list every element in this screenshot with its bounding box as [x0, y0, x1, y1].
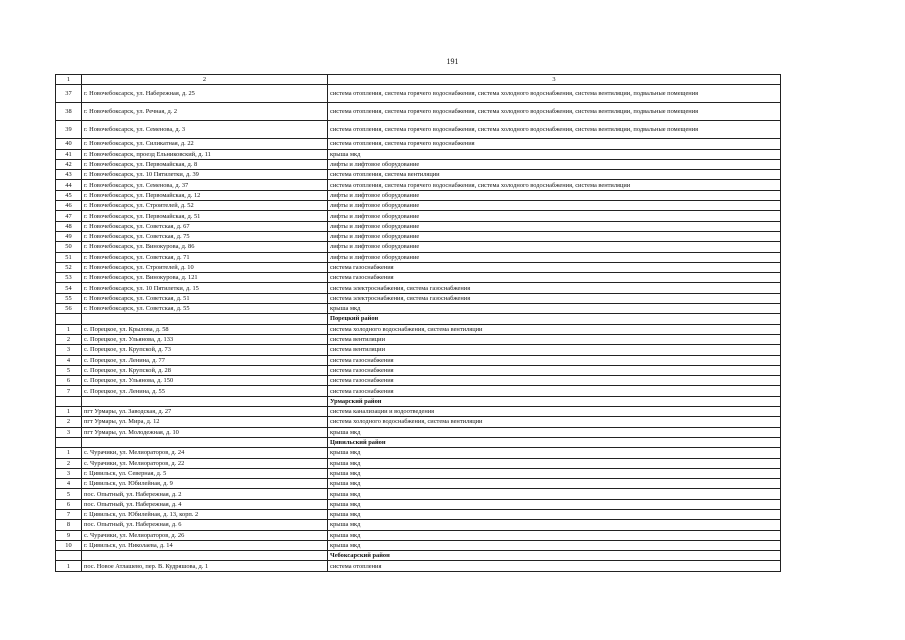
row-number: 8	[56, 520, 82, 530]
row-works: система отопления	[328, 561, 781, 571]
row-address: г. Новочебоксарск, ул. Советская, д. 75	[82, 231, 328, 241]
row-address: г. Новочебоксарск, ул. Советская, д. 55	[82, 304, 328, 314]
row-number: 6	[56, 376, 82, 386]
row-works: крыша мкд	[328, 530, 781, 540]
table-row	[56, 170, 781, 180]
row-works: лифты и лифтовое оборудование	[328, 221, 781, 231]
row-number: 6	[56, 499, 82, 509]
row-number: 42	[56, 159, 82, 169]
row-address: г. Новочебоксарск, проезд Ельниковский, д. 11	[82, 149, 328, 159]
table-row	[56, 252, 781, 262]
table-row	[56, 468, 781, 478]
row-number: 43	[56, 170, 82, 180]
row-address: г. Цивильск, ул. Николаева, д. 14	[82, 540, 328, 550]
row-works: система газоснабжения	[328, 365, 781, 375]
row-works: крыша мкд	[328, 520, 781, 530]
row-works: крыша мкд	[328, 304, 781, 314]
row-works: крыша мкд	[328, 540, 781, 550]
district-header-row	[56, 396, 781, 406]
district-title: Чебоксарский район	[328, 551, 781, 561]
registry-table	[55, 74, 781, 572]
district-title: Цивильский район	[328, 437, 781, 447]
row-address: г. Новочебоксарск, ул. Советская, д. 51	[82, 293, 328, 303]
row-works: система отопления, система горячего водоснабжения, система холодного водоснабжения, система вентиляции	[328, 180, 781, 190]
district-spacer	[56, 314, 82, 324]
district-spacer	[82, 314, 328, 324]
row-address: г. Новочебоксарск, ул. Советская, д. 67	[82, 221, 328, 231]
row-address: пос. Опытный, ул. Набережная, д. 6	[82, 520, 328, 530]
row-number: 52	[56, 262, 82, 272]
row-works: крыша мкд	[328, 468, 781, 478]
table-row	[56, 121, 781, 139]
row-address: с. Чурачики, ул. Мелиораторов, д. 24	[82, 448, 328, 458]
row-address: с. Порецкое, ул. Ленина, д. 77	[82, 355, 328, 365]
row-works: система отопления, система горячего водоснабжения	[328, 139, 781, 149]
row-works: крыша мкд	[328, 479, 781, 489]
table-row	[56, 345, 781, 355]
table-row	[56, 540, 781, 550]
row-works: лифты и лифтовое оборудование	[328, 159, 781, 169]
row-works: система газоснабжения	[328, 376, 781, 386]
table-row	[56, 159, 781, 169]
row-address: г. Новочебоксарск, ул. Первомайская, д. 8	[82, 159, 328, 169]
district-spacer	[56, 396, 82, 406]
row-number: 37	[56, 85, 82, 103]
table-row	[56, 376, 781, 386]
row-address: с. Порецкое, ул. Крупской, д. 28	[82, 365, 328, 375]
row-number: 1	[56, 561, 82, 571]
row-address: г. Новочебоксарск, ул. Речная, д. 2	[82, 103, 328, 121]
table-row	[56, 139, 781, 149]
row-address: г. Цивильск, ул. Юбилейная, д. 13, корп. 2	[82, 509, 328, 519]
row-works: система газоснабжения	[328, 273, 781, 283]
registry-table-body	[56, 75, 781, 572]
table-row	[56, 293, 781, 303]
row-address: с. Чурачики, ул. Мелиораторов, д. 22	[82, 458, 328, 468]
row-number: 51	[56, 252, 82, 262]
table-row	[56, 355, 781, 365]
row-address: пос. Опытный, ул. Набережная, д. 2	[82, 489, 328, 499]
row-number: 1	[56, 407, 82, 417]
table-row	[56, 103, 781, 121]
table-row	[56, 324, 781, 334]
row-address: пос. Опытный, ул. Набережная, д. 4	[82, 499, 328, 509]
row-address: г. Новочебоксарск, ул. Набережная, д. 25	[82, 85, 328, 103]
row-works: лифты и лифтовое оборудование	[328, 211, 781, 221]
row-works: лифты и лифтовое оборудование	[328, 190, 781, 200]
table-row	[56, 448, 781, 458]
district-title: Порецкий район	[328, 314, 781, 324]
row-number: 2	[56, 458, 82, 468]
table-row	[56, 149, 781, 159]
row-works: система электроснабжения, система газоснабжения	[328, 293, 781, 303]
district-header-row	[56, 437, 781, 447]
row-address: с. Порецкое, ул. Ленина, д. 55	[82, 386, 328, 396]
row-works: система газоснабжения	[328, 355, 781, 365]
row-number: 3	[56, 468, 82, 478]
table-row	[56, 386, 781, 396]
table-row	[56, 479, 781, 489]
table-row	[56, 231, 781, 241]
row-address: пгт Урмары, ул. Мира, д. 12	[82, 417, 328, 427]
row-number: 1	[56, 448, 82, 458]
row-address: с. Порецкое, ул. Ульянова, д. 150	[82, 376, 328, 386]
row-address: г. Новочебоксарск, ул. 10 Пятилетки, д. 39	[82, 170, 328, 180]
row-works: крыша мкд	[328, 448, 781, 458]
row-address: с. Порецкое, ул. Ульянова, д. 133	[82, 334, 328, 344]
row-works: система холодного водоснабжения, система вентиляции	[328, 417, 781, 427]
row-address: г. Новочебоксарск, ул. Первомайская, д. 51	[82, 211, 328, 221]
row-number: 50	[56, 242, 82, 252]
row-works: крыша мкд	[328, 499, 781, 509]
table-row	[56, 180, 781, 190]
table-row	[56, 417, 781, 427]
row-number: 49	[56, 231, 82, 241]
table-row	[56, 190, 781, 200]
row-address: пгт Урмары, ул. Заводская, д. 27	[82, 407, 328, 417]
row-works: система вентиляции	[328, 345, 781, 355]
row-number: 39	[56, 121, 82, 139]
table-row	[56, 530, 781, 540]
table-row	[56, 489, 781, 499]
row-number: 9	[56, 530, 82, 540]
row-address: г. Новочебоксарск, ул. Семенова, д. 37	[82, 180, 328, 190]
row-number: 10	[56, 540, 82, 550]
row-number: 54	[56, 283, 82, 293]
table-row	[56, 262, 781, 272]
row-number: 2	[56, 334, 82, 344]
row-number: 41	[56, 149, 82, 159]
row-works: крыша мкд	[328, 489, 781, 499]
row-number: 5	[56, 365, 82, 375]
table-row	[56, 407, 781, 417]
row-number: 44	[56, 180, 82, 190]
row-works: система холодного водоснабжения, система вентиляции	[328, 324, 781, 334]
table-row	[56, 365, 781, 375]
row-works: система газоснабжения	[328, 386, 781, 396]
row-address: с. Порецкое, ул. Крылова, д. 58	[82, 324, 328, 334]
district-spacer	[82, 551, 328, 561]
row-number: 1	[56, 324, 82, 334]
column-header-number: 1	[56, 75, 82, 85]
table-row	[56, 561, 781, 571]
row-works: лифты и лифтовое оборудование	[328, 242, 781, 252]
row-number: 7	[56, 509, 82, 519]
row-address: пос. Новое Атлашево, пер. В. Кудряшова, д. 1	[82, 561, 328, 571]
table-row	[56, 201, 781, 211]
table-row	[56, 242, 781, 252]
row-number: 4	[56, 355, 82, 365]
table-row	[56, 273, 781, 283]
row-address: г. Новочебоксарск, ул. Советская, д. 71	[82, 252, 328, 262]
row-number: 53	[56, 273, 82, 283]
table-row	[56, 334, 781, 344]
row-works: система отопления, система вентиляции	[328, 170, 781, 180]
row-works: крыша мкд	[328, 458, 781, 468]
row-address: пгт Урмары, ул. Молодежная, д. 10	[82, 427, 328, 437]
row-number: 7	[56, 386, 82, 396]
district-header-row	[56, 314, 781, 324]
district-spacer	[56, 437, 82, 447]
table-row	[56, 520, 781, 530]
row-number: 45	[56, 190, 82, 200]
row-address: г. Новочебоксарск, ул. Винокурова, д. 121	[82, 273, 328, 283]
row-works: лифты и лифтовое оборудование	[328, 231, 781, 241]
district-spacer	[56, 551, 82, 561]
row-address: г. Новочебоксарск, ул. 10 Пятилетки, д. 15	[82, 283, 328, 293]
row-works: крыша мкд	[328, 427, 781, 437]
row-number: 47	[56, 211, 82, 221]
district-spacer	[82, 396, 328, 406]
row-number: 3	[56, 345, 82, 355]
row-address: с. Порецкое, ул. Крупской, д. 73	[82, 345, 328, 355]
row-number: 48	[56, 221, 82, 231]
table-row	[56, 211, 781, 221]
district-title: Урмарский район	[328, 396, 781, 406]
table-row	[56, 221, 781, 231]
table-row	[56, 85, 781, 103]
row-number: 55	[56, 293, 82, 303]
row-address: г. Цивильск, ул. Северная, д. 5	[82, 468, 328, 478]
row-address: г. Новочебоксарск, ул. Строителей, д. 10	[82, 262, 328, 272]
page-number: 191	[446, 57, 459, 66]
row-works: крыша мкд	[328, 509, 781, 519]
column-header-works: 3	[328, 75, 781, 85]
row-works: система отопления, система горячего водоснабжения, система холодного водоснабжения, система вентиляции, подвальные помещения	[328, 121, 781, 139]
row-works: система электроснабжения, система газоснабжения	[328, 283, 781, 293]
district-spacer	[82, 437, 328, 447]
column-header-address: 2	[82, 75, 328, 85]
row-works: лифты и лифтовое оборудование	[328, 252, 781, 262]
row-number: 3	[56, 427, 82, 437]
row-works: крыша мкд	[328, 149, 781, 159]
row-works: система вентиляции	[328, 334, 781, 344]
row-address: г. Цивильск, ул. Юбилейная, д. 9	[82, 479, 328, 489]
row-address: г. Новочебоксарск, ул. Строителей, д. 52	[82, 201, 328, 211]
row-number: 56	[56, 304, 82, 314]
table-row	[56, 509, 781, 519]
row-works: система отопления, система горячего водоснабжения, система холодного водоснабжения, система вентиляции, подвальные помещения	[328, 103, 781, 121]
row-works: система газоснабжения	[328, 262, 781, 272]
row-number: 4	[56, 479, 82, 489]
row-works: система отопления, система горячего водоснабжения, система холодного водоснабжения, система вентиляции, подвальные помещения	[328, 85, 781, 103]
row-address: с. Чурачики, ул. Мелиораторов, д. 26	[82, 530, 328, 540]
table-header-row	[56, 75, 781, 85]
row-number: 46	[56, 201, 82, 211]
row-works: система канализации и водоотведения	[328, 407, 781, 417]
table-row	[56, 458, 781, 468]
row-works: лифты и лифтовое оборудование	[328, 201, 781, 211]
district-header-row	[56, 551, 781, 561]
row-number: 40	[56, 139, 82, 149]
row-address: г. Новочебоксарск, ул. Винокурова, д. 86	[82, 242, 328, 252]
row-number: 2	[56, 417, 82, 427]
row-number: 38	[56, 103, 82, 121]
row-address: г. Новочебоксарск, ул. Силикатная, д. 22	[82, 139, 328, 149]
row-number: 5	[56, 489, 82, 499]
row-address: г. Новочебоксарск, ул. Семенова, д. 3	[82, 121, 328, 139]
table-row	[56, 283, 781, 293]
table-row	[56, 499, 781, 509]
table-row	[56, 304, 781, 314]
row-address: г. Новочебоксарск, ул. Первомайская, д. 12	[82, 190, 328, 200]
table-row	[56, 427, 781, 437]
